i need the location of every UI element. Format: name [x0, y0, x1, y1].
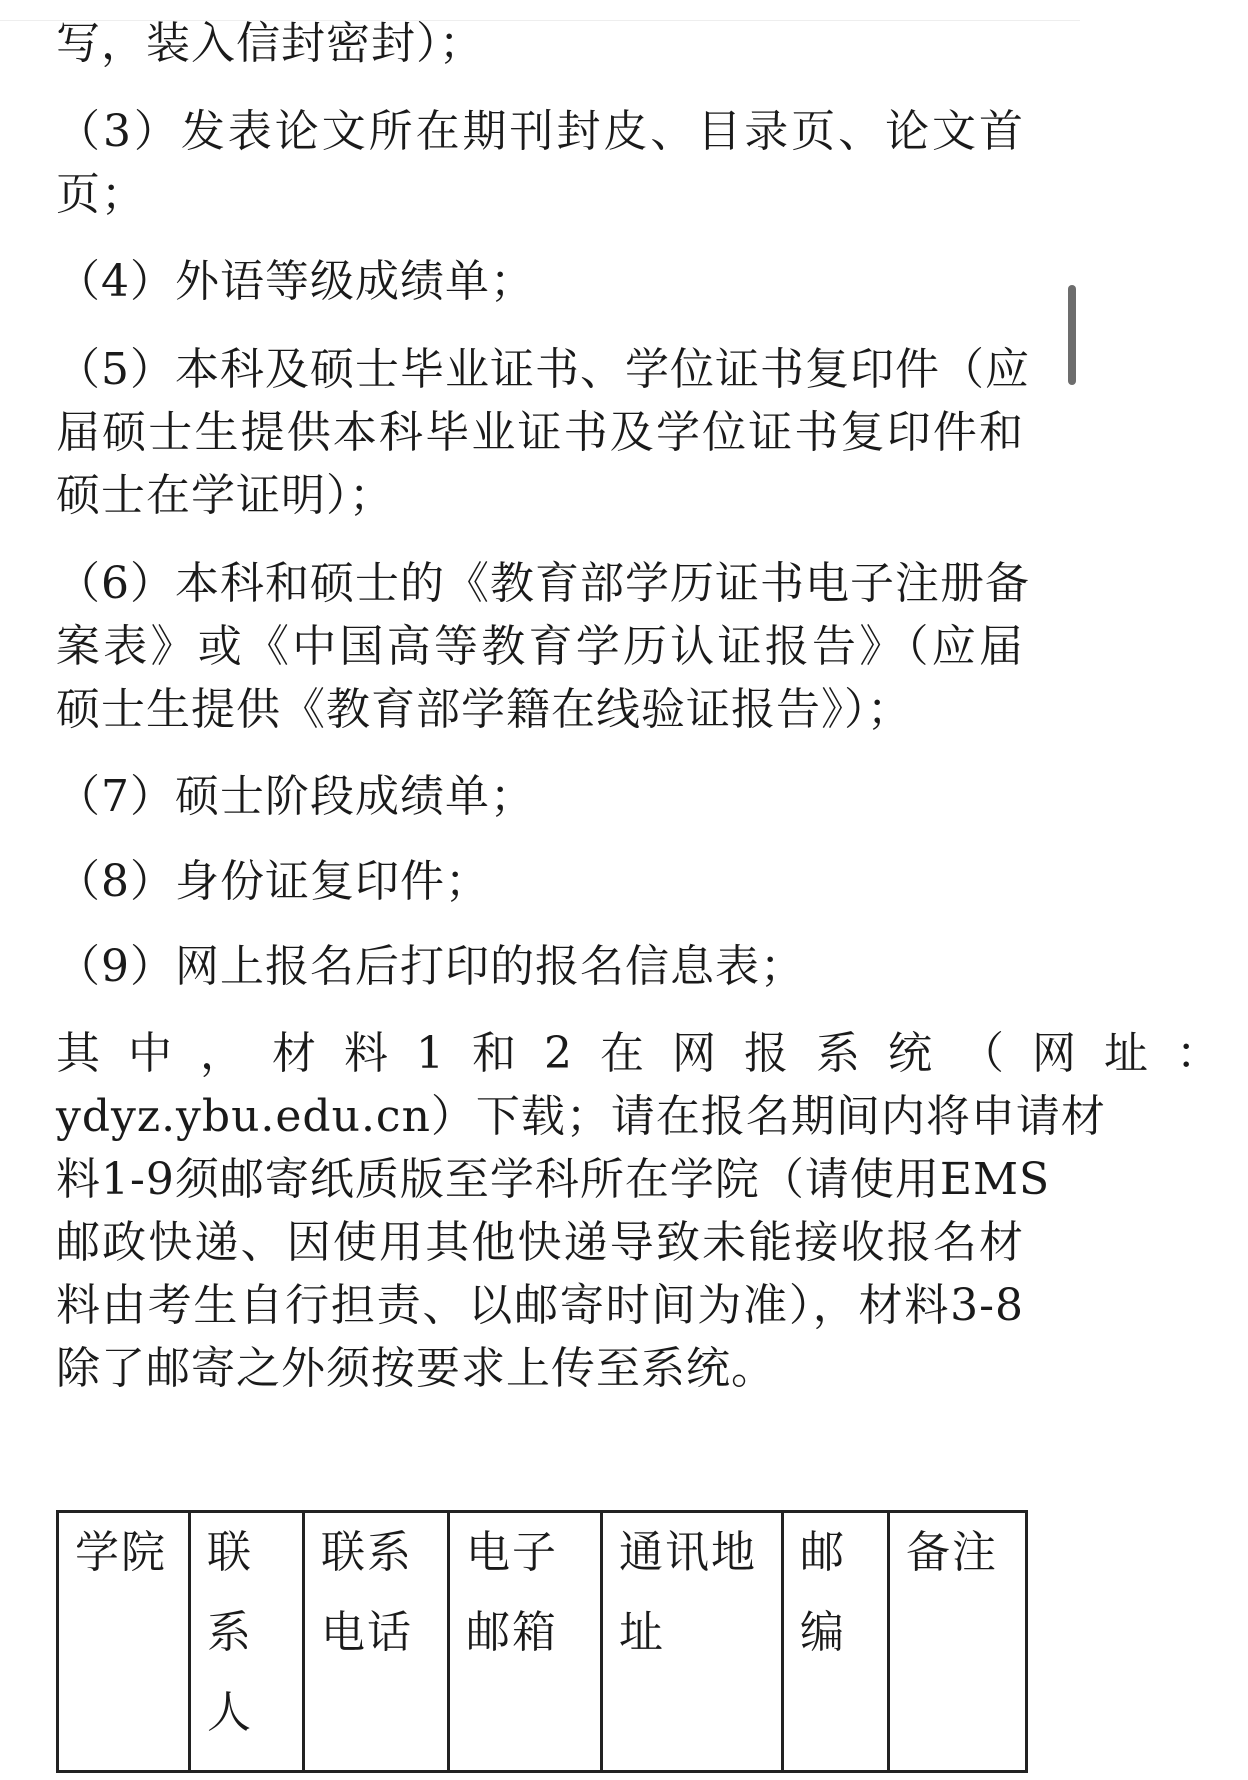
column-header-address: 通讯地址: [602, 1512, 783, 1774]
text-line: （5）本科及硕士毕业证书、学位证书复印件（应: [56, 344, 1030, 395]
text-line: （6）本科和硕士的《教育部学历证书电子注册备: [56, 558, 1030, 609]
text-line: 硕士生提供《教育部学籍在线验证报告》）；: [56, 684, 912, 735]
text-line: ydyz.ybu.edu.cn）下载；请在报名期间内将申请材: [56, 1091, 1106, 1142]
contacts-table: [56, 1510, 1028, 1773]
text-line: 硕士在学证明）；: [56, 470, 394, 521]
text-line: （7）硕士阶段成绩单；: [56, 771, 535, 822]
text-line: 届硕士生提供本科毕业证书及学位证书复印件和: [56, 407, 1024, 458]
text-line: 邮政快递、因使用其他快递导致未能接收报名材: [56, 1217, 1024, 1268]
text-line: 写，装入信封密封）；: [56, 18, 484, 69]
text-line: （4）外语等级成绩单；: [56, 256, 535, 307]
column-header-remarks: 备注: [889, 1512, 1027, 1774]
column-header-contact-person: 联系人: [190, 1512, 304, 1774]
text-line: （9）网上报名后打印的报名信息表；: [56, 941, 805, 992]
column-header-phone: 联系电话: [304, 1512, 449, 1774]
column-header-email: 电子邮箱: [449, 1512, 602, 1774]
text-line: （3）发表论文所在期刊封皮、目录页、论文首: [56, 106, 1024, 157]
column-header-college: 学院: [58, 1512, 190, 1774]
text-line: （8）身份证复印件；: [56, 856, 490, 907]
text-line: 除了邮寄之外须按要求上传至系统。: [56, 1343, 776, 1394]
text-line: 案表》或《中国高等教育学历认证报告》（应届: [56, 621, 1024, 672]
column-header-postcode: 邮编: [783, 1512, 889, 1774]
text-line: 料1-9须邮寄纸质版至学科所在学院（请使用EMS: [56, 1154, 1051, 1205]
scrollbar[interactable]: [1068, 285, 1076, 385]
table-row-divider: [56, 1770, 1025, 1773]
text-line: 料由考生自行担责、以邮寄时间为准），材料3-8: [56, 1280, 1024, 1331]
text-line: 页；: [56, 169, 146, 220]
text-line: 其中，材料1和2在网报系统（网址：: [56, 1028, 1248, 1079]
table-header-row: [58, 1512, 1027, 1774]
